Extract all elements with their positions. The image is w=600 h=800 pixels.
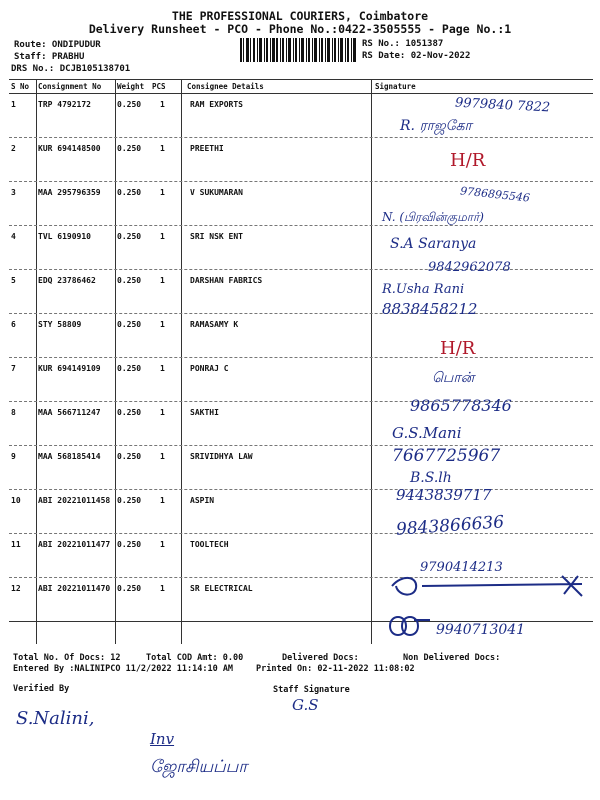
signature-8-phone: 7667725967 bbox=[392, 446, 501, 466]
row-sno: 8 bbox=[11, 408, 16, 417]
row-consignment: ABI 20221011477 bbox=[38, 540, 111, 549]
non-delivered-docs: Non Delivered Docs: bbox=[403, 653, 501, 663]
row-consignment: KUR 694148500 bbox=[38, 144, 101, 153]
row-sno: 7 bbox=[11, 364, 16, 373]
row-weight: 0.250 bbox=[117, 584, 142, 593]
signature-6-mark: H/R bbox=[440, 338, 476, 359]
row-weight: 0.250 bbox=[117, 232, 142, 241]
row-consignment: STY 58809 bbox=[38, 320, 82, 329]
row-weight: 0.250 bbox=[117, 188, 142, 197]
row-consignee: ASPIN bbox=[190, 496, 215, 505]
staff-signature: G.S bbox=[292, 696, 319, 714]
row-consignee: PREETHI bbox=[190, 144, 224, 153]
total-cod: Total COD Amt: 0.00 bbox=[146, 653, 244, 663]
row-sno: 9 bbox=[11, 452, 16, 461]
row-sno: 10 bbox=[11, 496, 21, 505]
row-consignment: TVL 6190910 bbox=[38, 232, 91, 241]
row-consignee: TOOLTECH bbox=[190, 540, 229, 549]
row-consignee: V SUKUMARAN bbox=[190, 188, 243, 197]
signature-12-phone: 9940713041 bbox=[436, 622, 526, 638]
row-consignee: DARSHAN FABRICS bbox=[190, 276, 263, 285]
row-weight: 0.250 bbox=[117, 452, 142, 461]
row-pcs: 1 bbox=[160, 540, 165, 549]
col-pcs: PCS bbox=[152, 82, 166, 91]
row-consignee: SR ELECTRICAL bbox=[190, 584, 253, 593]
row-sno: 3 bbox=[11, 188, 16, 197]
row-consignment: KUR 694149109 bbox=[38, 364, 101, 373]
row-pcs: 1 bbox=[160, 320, 165, 329]
col-sno: S No bbox=[11, 82, 30, 91]
signature-10: 9843866636 bbox=[395, 512, 505, 540]
staff-label: Staff: PRABHU bbox=[14, 52, 85, 62]
rs-date: RS Date: 02-Nov-2022 bbox=[362, 51, 471, 61]
barcode bbox=[240, 38, 356, 62]
row-pcs: 1 bbox=[160, 232, 165, 241]
row-weight: 0.250 bbox=[117, 540, 142, 549]
printed-on: Printed On: 02-11-2022 11:08:02 bbox=[256, 664, 415, 674]
signature-4-phone: 9842962078 bbox=[428, 260, 511, 275]
signature-7-phone: 9865778346 bbox=[410, 396, 512, 415]
row-consignee: RAMASAMY K bbox=[190, 320, 239, 329]
row-pcs: 1 bbox=[160, 584, 165, 593]
row-sno: 12 bbox=[11, 584, 21, 593]
row-consignment: MAA 568185414 bbox=[38, 452, 101, 461]
signature-3-phone: 9786895546 bbox=[459, 184, 531, 205]
delivered-docs: Delivered Docs: bbox=[282, 653, 359, 663]
row-pcs: 1 bbox=[160, 144, 165, 153]
signature-5-name: R.Usha Rani bbox=[382, 282, 465, 297]
row-weight: 0.250 bbox=[117, 364, 142, 373]
row-pcs: 1 bbox=[160, 496, 165, 505]
row-consignee: RAM EXPORTS bbox=[190, 100, 243, 109]
table-row bbox=[9, 137, 593, 182]
table-header bbox=[9, 79, 593, 94]
row-consignee: PONRAJ C bbox=[190, 364, 229, 373]
row-weight: 0.250 bbox=[117, 496, 142, 505]
entered-by: Entered By :NALINIPCO 11/2/2022 11:14:10 AM bbox=[13, 664, 234, 674]
row-consignment: ABI 20221011470 bbox=[38, 584, 111, 593]
staff-signature-label: Staff Signature bbox=[273, 685, 350, 695]
col-signature: Signature bbox=[375, 82, 416, 91]
row-consignee: SRI NSK ENT bbox=[190, 232, 243, 241]
table-row bbox=[9, 489, 593, 534]
row-weight: 0.250 bbox=[117, 320, 142, 329]
signature-1-name: R. ராஜகோ bbox=[400, 118, 472, 134]
row-consignee: SAKTHI bbox=[190, 408, 219, 417]
row-sno: 6 bbox=[11, 320, 16, 329]
row-weight: 0.250 bbox=[117, 144, 142, 153]
signature-4-name: S.A Saranya bbox=[390, 236, 477, 252]
col-weight: Weight bbox=[117, 82, 145, 91]
row-pcs: 1 bbox=[160, 100, 165, 109]
signature-5-phone: 8838458212 bbox=[382, 300, 478, 318]
row-pcs: 1 bbox=[160, 408, 165, 417]
verified-by-label: Verified By bbox=[13, 684, 70, 694]
row-consignment: TRP 4792172 bbox=[38, 100, 91, 109]
row-weight: 0.250 bbox=[117, 100, 142, 109]
row-sno: 2 bbox=[11, 144, 16, 153]
row-consignment: MAA 295796359 bbox=[38, 188, 101, 197]
row-sno: 11 bbox=[11, 540, 21, 549]
row-pcs: 1 bbox=[160, 452, 165, 461]
row-consignment: MAA 566711247 bbox=[38, 408, 101, 417]
row-pcs: 1 bbox=[160, 188, 165, 197]
row-consignee: SRIVIDHYA LAW bbox=[190, 452, 253, 461]
header-title: THE PROFESSIONAL COURIERS, Coimbatore bbox=[171, 9, 429, 23]
table-row bbox=[9, 313, 593, 358]
signature-11-scribble bbox=[372, 572, 594, 600]
table-row bbox=[9, 269, 593, 314]
signature-8-name: G.S.Mani bbox=[392, 424, 462, 442]
col-consignment: Consignment No bbox=[38, 82, 102, 91]
row-sno: 1 bbox=[11, 100, 16, 109]
row-weight: 0.250 bbox=[117, 408, 142, 417]
drs-number: DRS No.: DCJB105138701 bbox=[11, 64, 131, 74]
table-row bbox=[9, 181, 593, 226]
row-sno: 5 bbox=[11, 276, 16, 285]
verified-signature: S.Nalini, bbox=[16, 708, 95, 729]
table-row bbox=[9, 445, 593, 490]
signature-2-mark: H/R bbox=[450, 150, 486, 171]
bottom-note-1: Inv bbox=[150, 730, 175, 748]
signature-9-phone: 9443839717 bbox=[396, 486, 492, 504]
row-consignment: EDQ 23786462 bbox=[38, 276, 96, 285]
rs-number: RS No.: 1051387 bbox=[362, 39, 444, 49]
row-pcs: 1 bbox=[160, 276, 165, 285]
route-label: Route: ONDIPUDUR bbox=[14, 40, 101, 50]
signature-11-phone: 9790414213 bbox=[420, 560, 503, 575]
bottom-note-2: ஜோசியப்பா bbox=[150, 757, 248, 777]
signature-1-phone: 9979840 7822 bbox=[454, 95, 551, 116]
col-consignee: Consignee Details bbox=[187, 82, 264, 91]
row-pcs: 1 bbox=[160, 364, 165, 373]
row-weight: 0.250 bbox=[117, 276, 142, 285]
row-consignment: ABI 20221011458 bbox=[38, 496, 111, 505]
signature-9-name: B.S.lh bbox=[410, 470, 452, 486]
header-subtitle: Delivery Runsheet - PCO - Phone No.:0422-3505555 - Page No.:1 bbox=[88, 22, 512, 36]
row-sno: 4 bbox=[11, 232, 16, 241]
signature-12-mark bbox=[384, 612, 434, 640]
signature-7-name: பொன் bbox=[432, 370, 475, 386]
total-docs: Total No. Of Docs: 12 bbox=[13, 653, 121, 663]
signature-3-name: N. (பிரவின்குமார்) bbox=[382, 210, 484, 224]
